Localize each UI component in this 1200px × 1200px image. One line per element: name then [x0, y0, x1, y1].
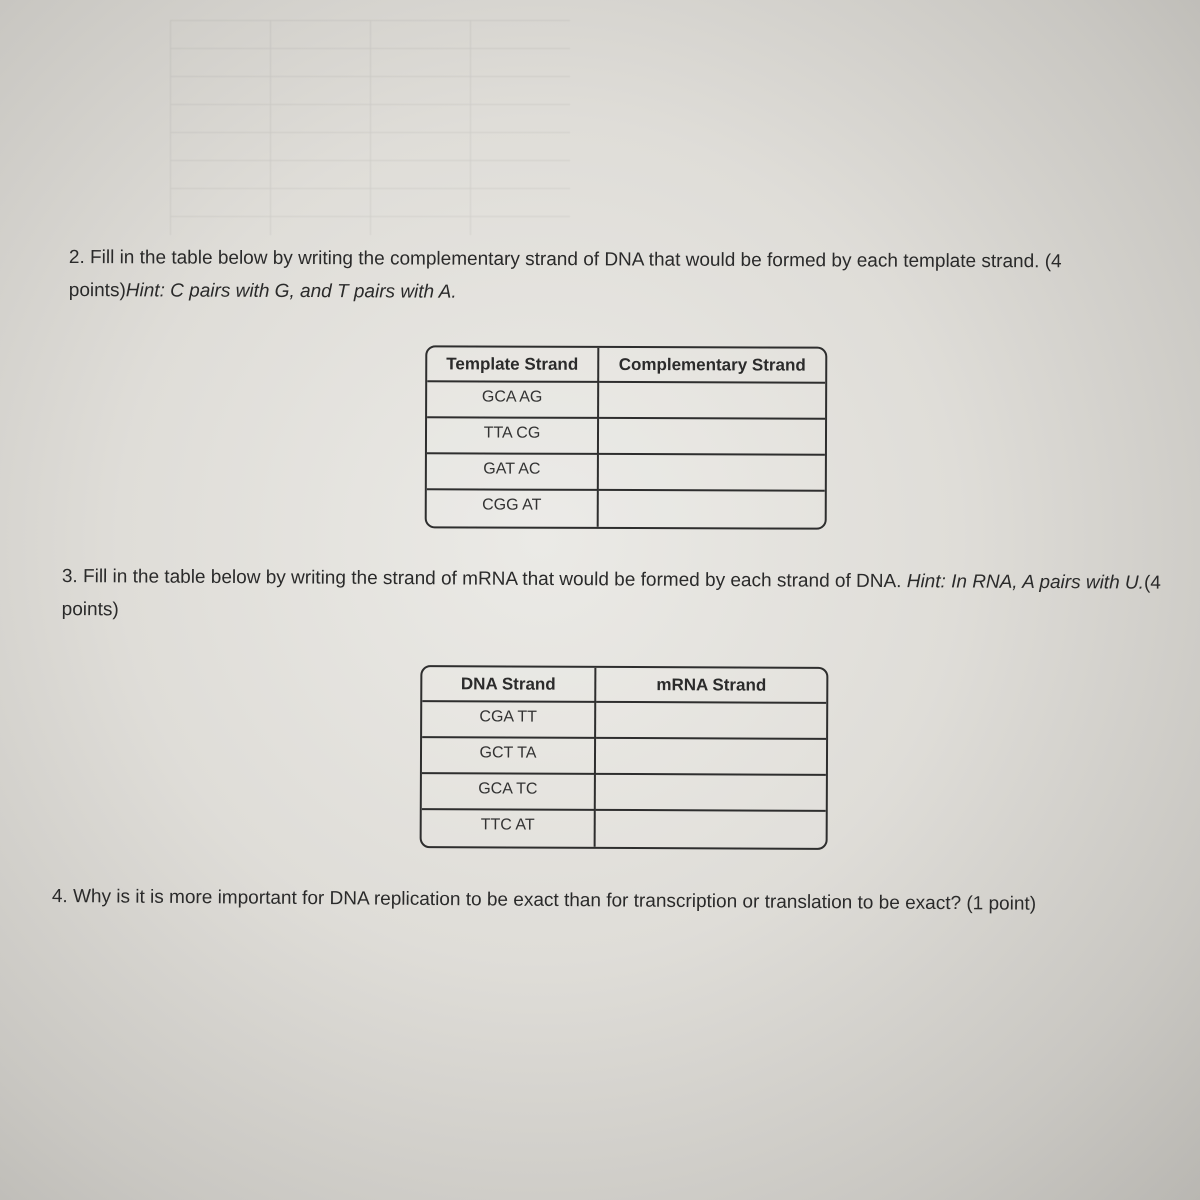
dna-strand-cell: TTC AT	[422, 810, 596, 847]
header-mrna-strand: mRNA Strand	[596, 668, 826, 704]
question-4-text: 4. Why is it is more important for DNA replication to be exact than for transcription or translation to be exact? (1 point)	[51, 885, 1037, 915]
table-row	[422, 738, 826, 776]
template-strand-cell: GAT AC	[427, 454, 599, 491]
template-strand-cell: CGG AT	[427, 490, 599, 527]
table-row	[422, 702, 826, 740]
question-3	[62, 560, 1197, 633]
question-2-hint: Hint: C pairs with G, and T pairs with A.	[125, 280, 457, 303]
dna-strand-cell: GCA TC	[422, 774, 596, 811]
table-row	[427, 418, 825, 455]
question-2-text: 2. Fill in the table below by writing the complementary strand of DNA that would be formed by each template strand. (4 points)	[68, 246, 1062, 302]
mrna-strand-table	[420, 665, 829, 850]
mrna-strand-cell[interactable]	[596, 775, 826, 812]
template-strand-cell: GCA AG	[427, 382, 599, 419]
question-2	[69, 241, 1149, 312]
complementary-strand-table	[425, 345, 828, 529]
template-strand-cell: TTA CG	[427, 418, 599, 455]
header-dna-strand: DNA Strand	[422, 667, 596, 703]
mrna-strand-cell[interactable]	[596, 739, 826, 776]
table-row	[427, 490, 825, 527]
table-row	[422, 774, 826, 812]
table-header-row	[422, 667, 826, 704]
complementary-strand-cell[interactable]	[599, 455, 825, 492]
dna-strand-cell: CGA TT	[422, 702, 596, 739]
complementary-strand-cell[interactable]	[599, 419, 825, 456]
question-3-hint: Hint: In RNA, A pairs with U.	[906, 571, 1145, 594]
header-template-strand: Template Strand	[427, 347, 599, 383]
question-3-points: (4 points)	[61, 572, 1161, 621]
question-4	[52, 880, 1152, 922]
table-header-row	[427, 347, 825, 383]
table-row	[427, 454, 825, 491]
mrna-strand-cell[interactable]	[596, 703, 826, 740]
bleed-through-table	[170, 20, 570, 235]
question-3-text: 3. Fill in the table below by writing the strand of mRNA that would be formed by each strand of DNA.	[61, 565, 902, 593]
complementary-strand-cell[interactable]	[599, 491, 825, 528]
dna-strand-cell: GCT TA	[422, 738, 596, 775]
complementary-strand-cell[interactable]	[599, 383, 825, 420]
table-row	[422, 810, 826, 848]
mrna-strand-cell[interactable]	[596, 811, 826, 848]
table-row	[427, 382, 825, 419]
header-complementary-strand: Complementary Strand	[599, 348, 825, 384]
